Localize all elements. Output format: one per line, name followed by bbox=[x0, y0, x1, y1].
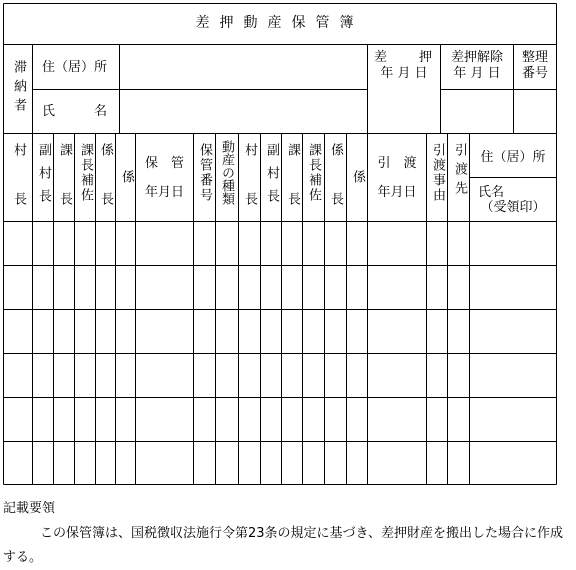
col-handover-reason: 引渡事由 bbox=[430, 143, 445, 203]
col-recipient-seal: （受領印） bbox=[480, 200, 546, 215]
col-subsection-head: 係長 bbox=[98, 143, 113, 241]
notes-body: この保管簿は、国税徴収法施行令第23条の規定に基づき、差押財産を搬出した場合に作成する。 bbox=[3, 526, 564, 565]
col-movable-type: 動産の種類 bbox=[219, 140, 234, 205]
col-village-head: 村長 bbox=[11, 143, 26, 241]
seizure-date-line2: 年 月 日 bbox=[380, 66, 428, 81]
col-recipient-name: 氏名 bbox=[478, 185, 505, 200]
col-vice-village-head-2: 副村長 bbox=[264, 143, 279, 212]
release-date-line2: 年 月 日 bbox=[453, 66, 501, 81]
taxpayer-name-label: 氏 名 bbox=[42, 104, 108, 119]
col-storage-date: 年月日 bbox=[144, 185, 184, 200]
taxpayer-address-label: 住（居）所 bbox=[42, 60, 108, 75]
col-assistant-section-head: 課長補佐 bbox=[78, 143, 93, 203]
ref-number-line2: 番号 bbox=[521, 66, 548, 81]
col-subsection-head-2: 係長 bbox=[328, 143, 343, 241]
col-section-head: 課長 bbox=[57, 143, 72, 241]
col-assistant-section-head-2: 課長補佐 bbox=[306, 143, 321, 203]
seizure-date-line1: 差 押 bbox=[373, 50, 434, 65]
col-storage-number: 保管番号 bbox=[197, 143, 212, 203]
document-title: 差押動産保管簿 bbox=[195, 15, 364, 31]
taxpayer-label: 滞納者 bbox=[11, 60, 26, 117]
col-staff-2: 係 bbox=[350, 170, 365, 183]
col-handover-dest: 引渡先 bbox=[452, 143, 467, 200]
release-date-line1: 差押解除 bbox=[450, 50, 503, 65]
notes-heading: 記載要領 bbox=[3, 501, 56, 516]
col-recipient-address: 住（居）所 bbox=[480, 150, 546, 165]
col-staff: 係 bbox=[119, 170, 134, 183]
col-section-head-2: 課長 bbox=[285, 143, 300, 241]
col-handover-date: 年月日 bbox=[377, 185, 417, 200]
col-village-head-2: 村長 bbox=[242, 143, 257, 241]
col-vice-village-head: 副村長 bbox=[36, 143, 51, 212]
col-storage-label: 保 管 bbox=[144, 156, 184, 171]
ref-number-line1: 整理 bbox=[521, 50, 548, 65]
col-handover-label: 引 渡 bbox=[377, 156, 417, 171]
